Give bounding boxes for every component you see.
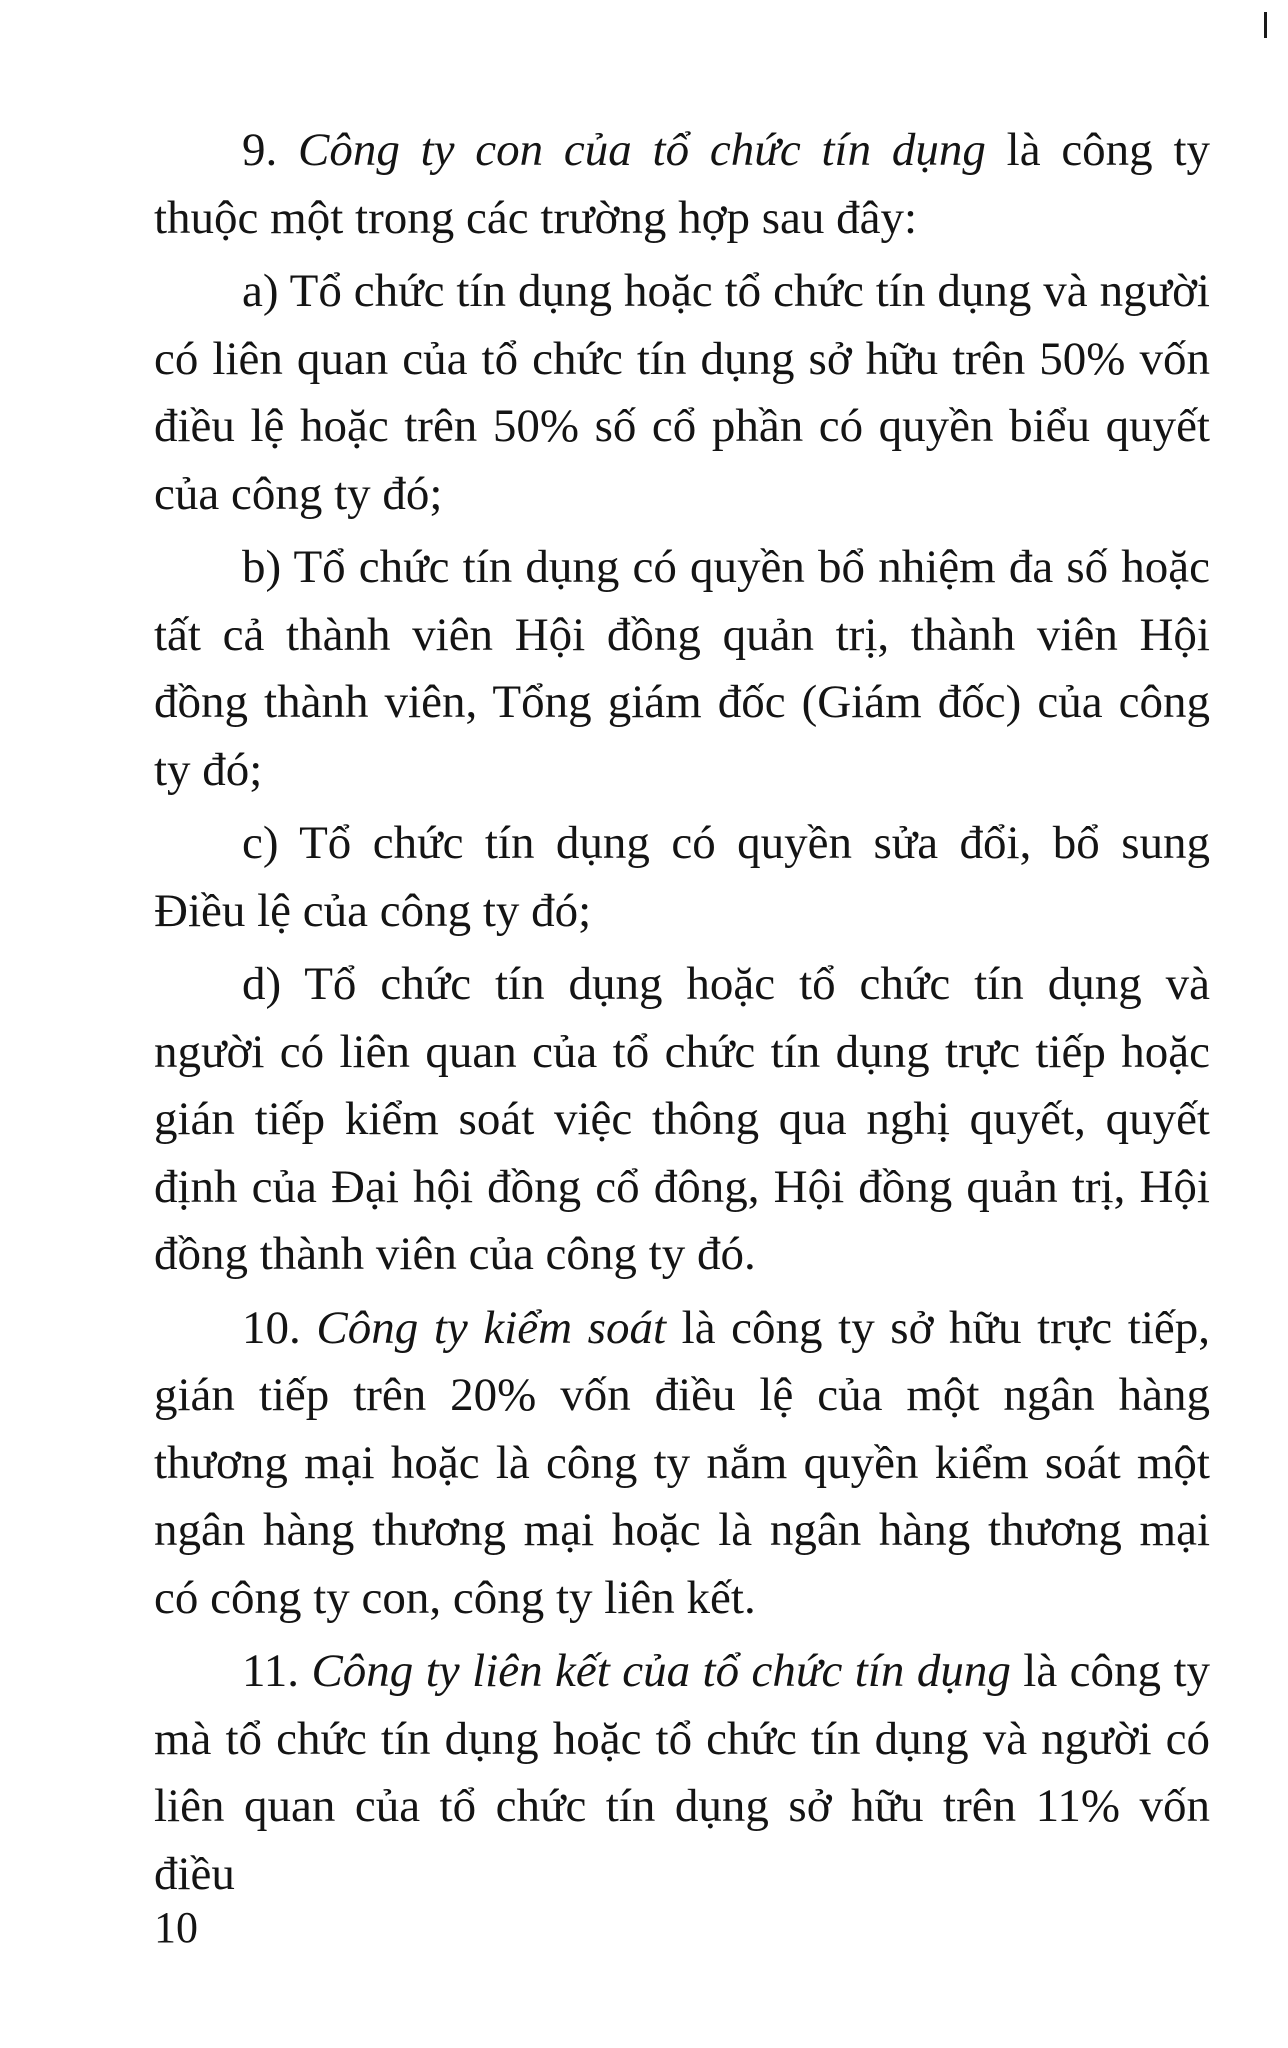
definition-10	[154, 1295, 1210, 1633]
definition-10-text: là công ty sở hữu trực tiếp, gián tiếp trên 20% vốn điều lệ của một ngân hàng thương mại hoặc là công ty nắm quyền kiểm soát một ngân hàng thương mại hoặc là ngân hàng thương mại có công ty con, công ty liên kết.	[154, 1301, 1211, 1624]
definition-10-term: Công ty kiểm soát	[316, 1301, 667, 1354]
page-number: 10	[154, 1903, 198, 1952]
definition-11	[154, 1638, 1210, 1908]
definition-9-text: là công ty thuộc một trong các trường hợp sau đây:	[154, 124, 1210, 244]
definition-9-number: 9.	[242, 124, 299, 176]
page-edge-mark	[1264, 12, 1267, 38]
body-text	[154, 117, 1210, 1908]
definition-9	[154, 117, 1210, 252]
definition-11-text: là công ty mà tổ chức tín dụng hoặc tổ chức tín dụng và người có liên quan của tổ chức tín dụng sở hữu trên 11% vốn điều	[154, 1645, 1211, 1900]
definition-10-number: 10.	[242, 1301, 317, 1354]
clause-b: b) Tổ chức tín dụng có quyền bổ nhiệm đa số hoặc tất cả thành viên Hội đồng quản trị, thành viên Hội đồng thành viên, Tổng giám đốc (Giám đốc) của công ty đó;	[154, 541, 1210, 796]
definition-9-term: Công ty con của tổ chức tín dụng	[298, 124, 986, 176]
clause-c: c) Tổ chức tín dụng có quyền sửa đổi, bổ sung Điều lệ của công ty đó;	[154, 817, 1210, 937]
clause-d: d) Tổ chức tín dụng hoặc tổ chức tín dụng và người có liên quan của tổ chức tín dụng trực tiếp hoặc gián tiếp kiểm soát việc thông qua nghị quyết, quyết định của Đại hội đồng cổ đông, Hội đồng quản trị, Hội đồng thành viên của công ty đó.	[154, 958, 1210, 1280]
definition-11-number: 11.	[242, 1645, 312, 1697]
definition-11-term: Công ty liên kết của tổ chức tín dụng	[311, 1645, 1011, 1697]
clause-a: a) Tổ chức tín dụng hoặc tổ chức tín dụng và người có liên quan của tổ chức tín dụng sở hữu trên 50% vốn điều lệ hoặc trên 50% số cổ phần có quyền biểu quyết của công ty đó;	[154, 265, 1210, 520]
